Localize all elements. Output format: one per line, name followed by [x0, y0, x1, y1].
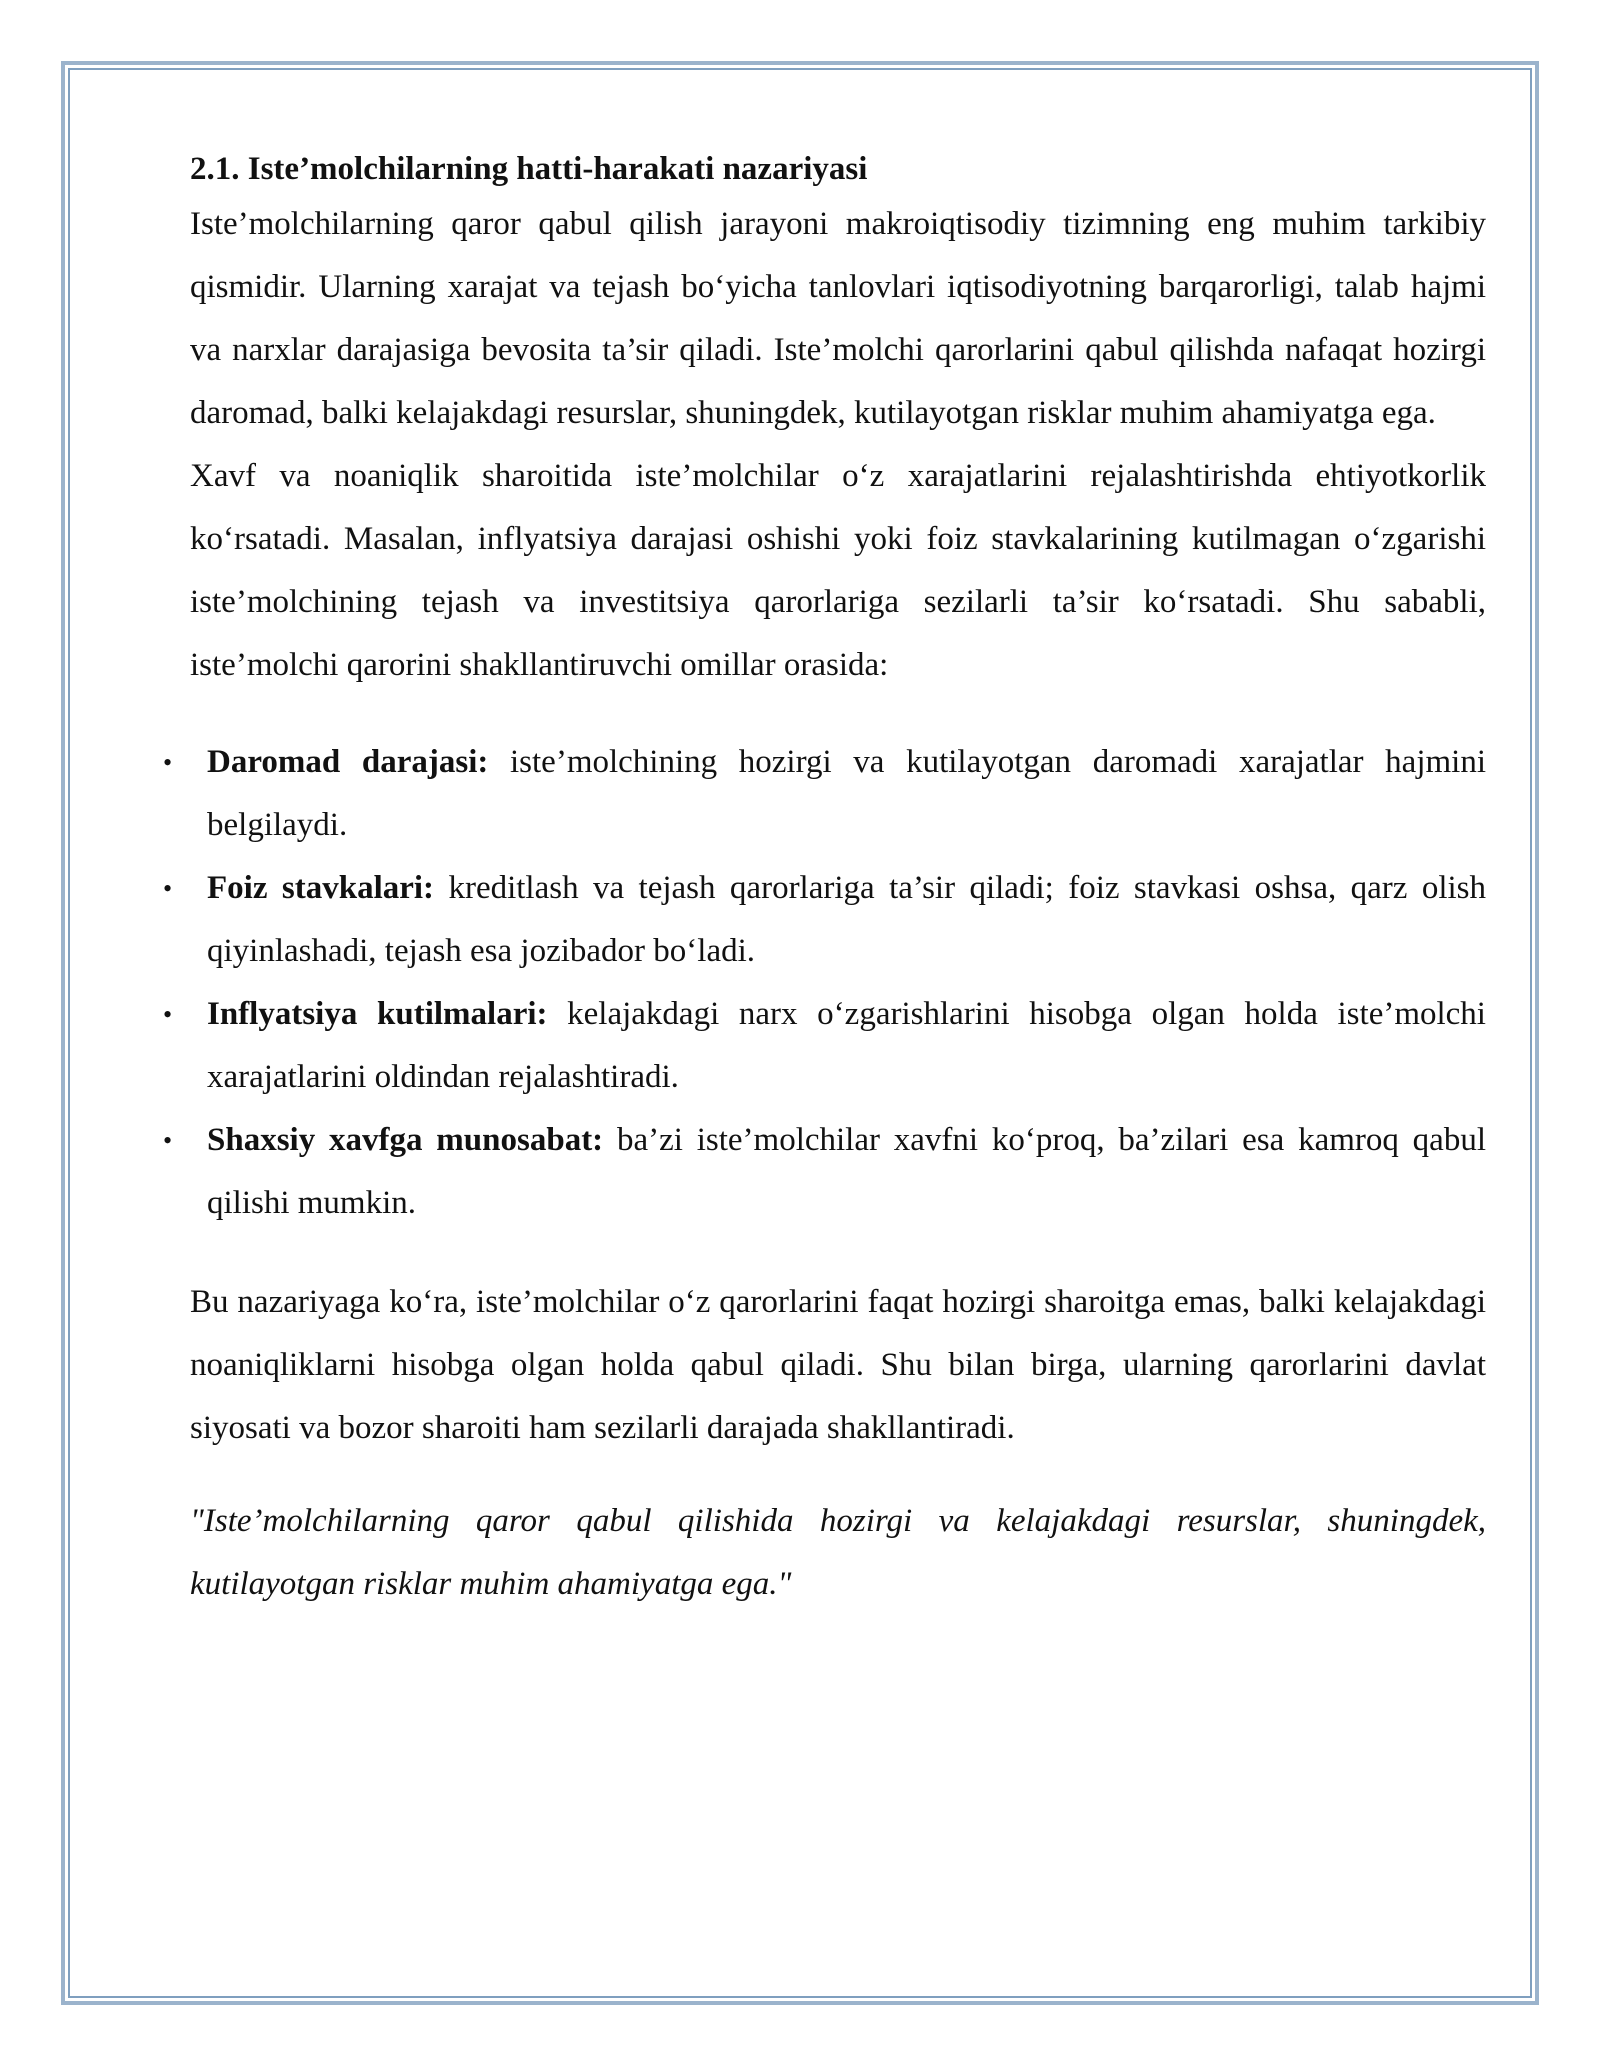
- document-body: [163, 145, 1486, 1616]
- bullet-term: Daromad darajasi:: [207, 744, 489, 780]
- bullet-text: ba’zi iste’molchilar xavfni ko‘proq, ba’zilari esa kamroq qabul qilishi mumkin.: [207, 1122, 1486, 1221]
- list-item: [163, 857, 1486, 983]
- paragraph-intro: Iste’molchilarning qaror qabul qilish jarayoni makroiqtisodiy tizimning eng muhim tarkibiy qismidir. Ularning xarajat va tejash bo‘yicha tanlovlari iqtisodiyotning barqarorligi, talab hajmi va narxlar darajasiga bevosita ta’sir qiladi. Iste’molchi qarorlarini qabul qilishda nafaqat hozirgi daromad, balki kelajakdagi resurslar, shuningdek, kutilayotgan risklar muhim ahamiyatga ega.: [190, 206, 1486, 431]
- paragraph-risk: Xavf va noaniqlik sharoitida iste’molchilar o‘z xarajatlarini rejalashtirishda ehtiyotkorlik ko‘rsatadi. Masalan, inflyatsiya darajasi oshishi yoki foiz stavkalarining kutilmagan o‘zgarishi iste’molchining tejash va investitsiya qarorlariga sezilarli ta’sir ko‘rsatadi. Shu sababli, iste’molchi qarorini shakllantiruvchi omillar orasida:: [190, 458, 1486, 683]
- bullet-icon: •: [163, 1126, 173, 1155]
- bullet-icon: •: [163, 874, 173, 903]
- bullet-icon: •: [163, 748, 173, 777]
- bullet-icon: •: [163, 1000, 173, 1029]
- list-item: [163, 731, 1486, 857]
- paragraph-conclusion: Bu nazariyaga ko‘ra, iste’molchilar o‘z qarorlarini faqat hozirgi sharoitga emas, balki kelajakdagi noaniqliklarni hisobga olgan holda qabul qiladi. Shu bilan birga, ularning qarorlarini davlat siyosati va bozor sharoiti ham sezilarli darajada shakllantiradi.: [190, 1284, 1486, 1446]
- list-item: [163, 1109, 1486, 1235]
- section-heading: 2.1. Iste’molchilarning hatti-harakati nazariyasi: [190, 151, 868, 187]
- bullet-term: Inflyatsiya kutilmalari:: [207, 996, 548, 1032]
- bullet-text: kelajakdagi narx o‘zgarishlarini hisobga olgan holda iste’molchi xarajatlarini oldindan rejalashtiradi.: [207, 996, 1486, 1095]
- bullet-text: iste’molchining hozirgi va kutilayotgan daromadi xarajatlar hajmini belgilaydi.: [207, 744, 1486, 843]
- bullet-text: kreditlash va tejash qarorlariga ta’sir qiladi; foiz stavkasi oshsa, qarz olish qiyinlashadi, tejash esa jozibador bo‘ladi.: [207, 870, 1486, 969]
- bullet-term: Shaxsiy xavfga munosabat:: [207, 1122, 604, 1158]
- quote-block: "Iste’molchilarning qaror qabul qilishida hozirgi va kelajakdagi resurslar, shuningdek, kutilayotgan risklar muhim ahamiyatga ega.": [190, 1503, 1486, 1602]
- list-item: [163, 983, 1486, 1109]
- factor-list: [163, 731, 1486, 1235]
- bullet-term: Foiz stavkalari:: [207, 870, 435, 906]
